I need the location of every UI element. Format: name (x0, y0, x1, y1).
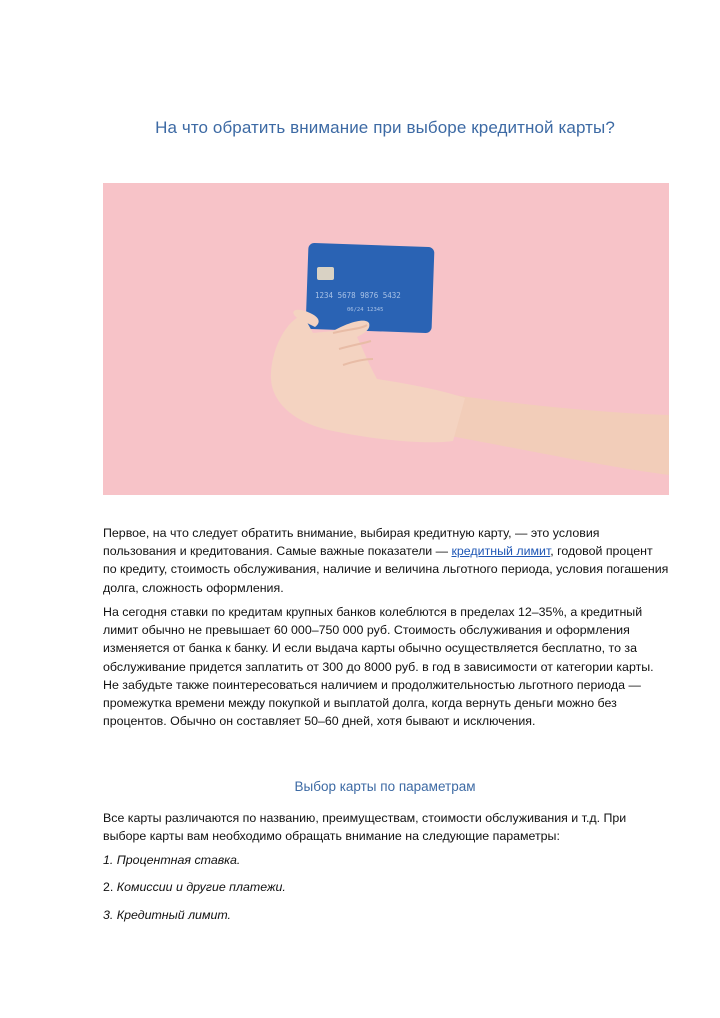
list-item (103, 908, 231, 922)
list-item (103, 880, 286, 894)
paragraph-parameters: Все карты различаются по названию, преимуществам, стоимости обслуживания и т.д. При выборе карты вам необходимо обращать внимание на следующие параметры: (103, 811, 627, 844)
list-item (103, 853, 240, 867)
paragraph-intro-text-after: , годовой процент по кредиту, стоимость обслуживания, наличие и величина льготного периода, условия погашения долга, сложность оформления. (103, 544, 669, 595)
list-item-text: Кредитный лимит. (116, 908, 231, 922)
page-title: На что обратить внимание при выборе кредитной карты? (155, 118, 615, 137)
list-item-number: 3. (103, 908, 114, 922)
list-item-number: 1. (103, 853, 114, 867)
list-item-text: Комиссии и другие платежи. (116, 880, 286, 894)
hand-holding-card-illustration (103, 183, 669, 495)
card-number: 1234 5678 9876 5432 (315, 291, 401, 300)
chip-icon (317, 267, 334, 280)
list-item-number: 2. (103, 880, 114, 894)
paragraph-intro-text-before: Первое, на что следует обратить внимание, выбирая кредитную карту, — это условия пользования и кредитования. Самые важные показатели — (103, 526, 600, 559)
credit-limit-link[interactable]: кредитный лимит (451, 544, 551, 559)
card-details: 06/24 12345 (347, 307, 384, 313)
paragraph-rates: На сегодня ставки по кредитам крупных банков колеблются в пределах 12–35%, а кредитный лимит обычно не превышает 60 000–750 000 руб. Стоимость обслуживания и оформления изменяется от банка к банку. И если выдача карты обычно осуществляется бесплатно, то за обслуживание придется заплатить от 300 до 8000 руб. в год в зависимости от категории карты. Не забудьте также поинтересоваться наличием и продолжительностью льготного периода — промежутка времени между покупкой и выплатой долга, когда вернуть деньги можно без процентов. Обычно он составляет 50–60 дней, хотя бывают и исключения. (103, 605, 654, 729)
hero-image (103, 183, 669, 495)
paragraph-intro (103, 524, 669, 597)
section-title: Выбор карты по параметрам (294, 779, 476, 794)
list-item-text: Процентная ставка. (116, 853, 241, 867)
credit-card (306, 243, 435, 333)
